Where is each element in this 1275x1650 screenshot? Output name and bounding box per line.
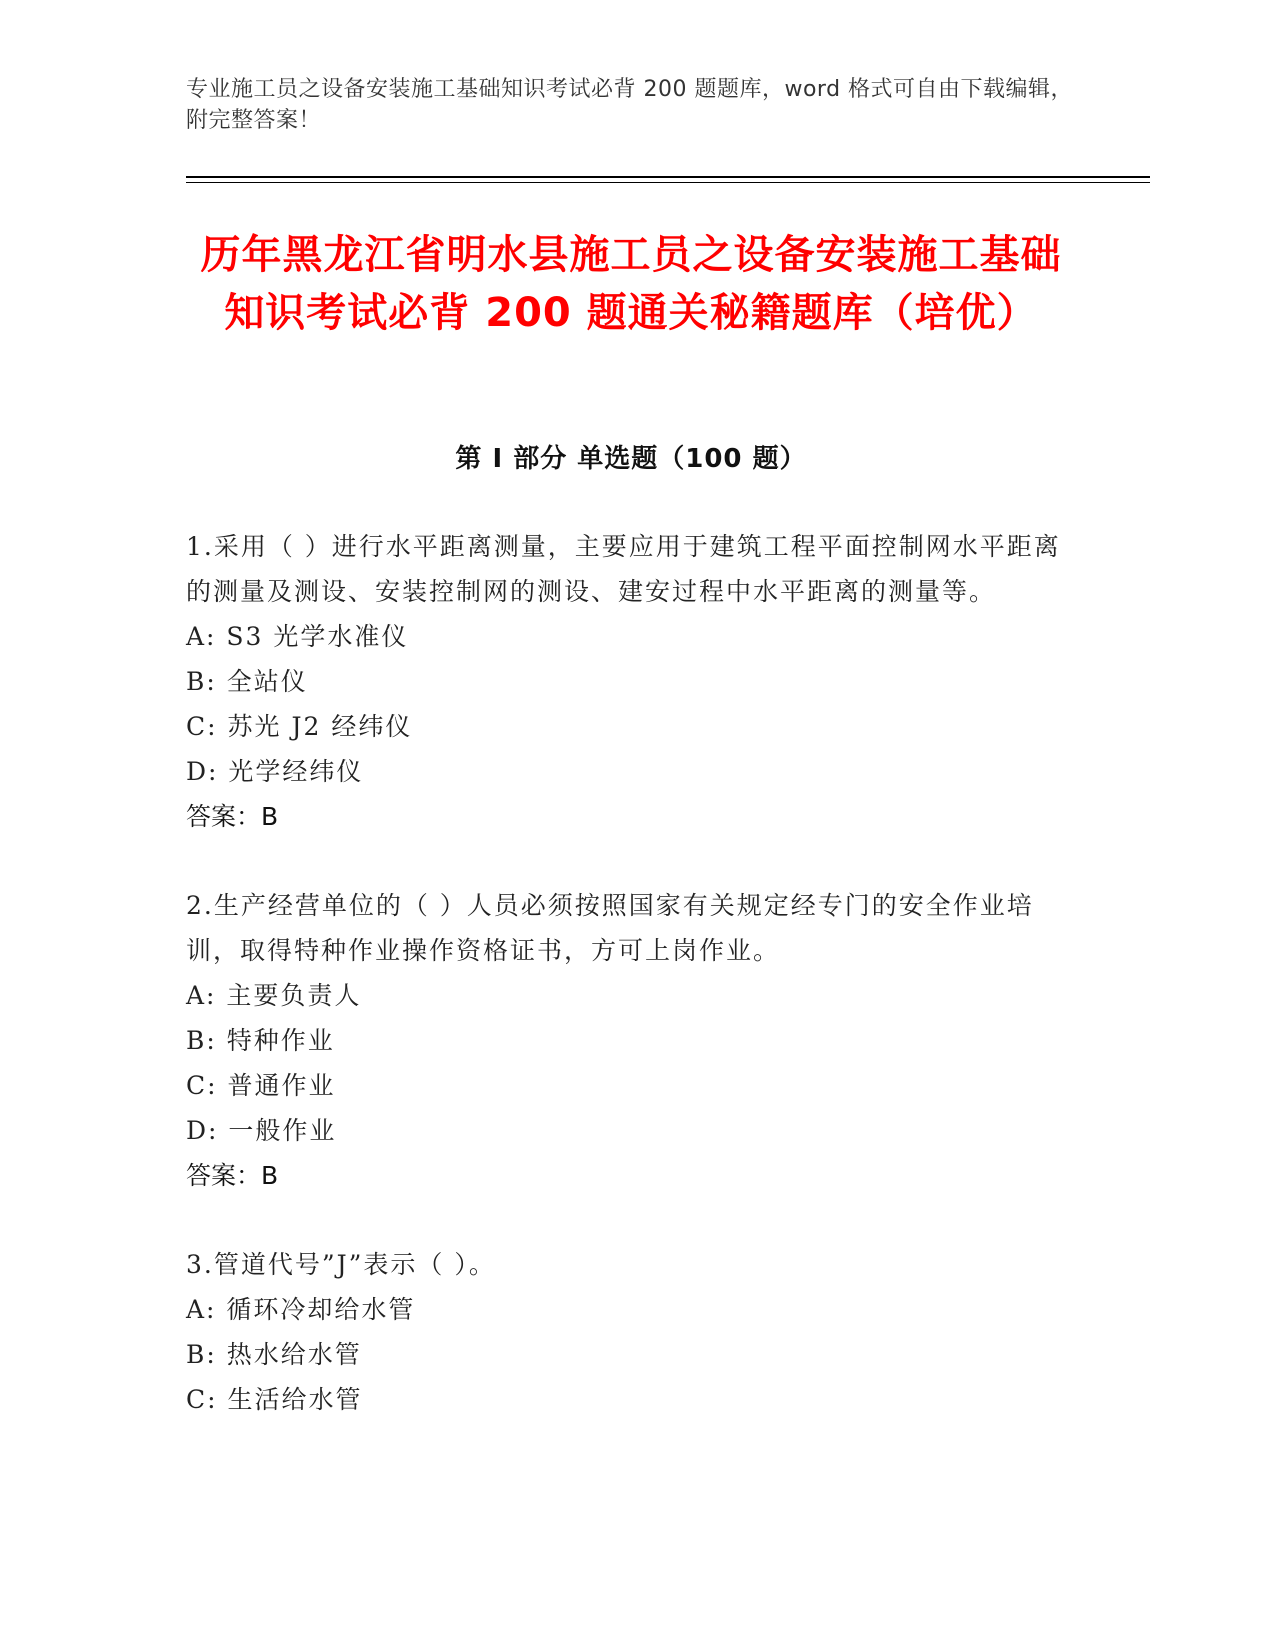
option-d: D: 光学经纬仪 [186, 757, 364, 786]
option-a: A: 循环冷却给水管 [186, 1295, 416, 1324]
option-b: B: 热水给水管 [186, 1340, 362, 1369]
option-a: A: 主要负责人 [186, 981, 362, 1010]
answer: 答案：B [186, 802, 279, 831]
question-3 [186, 1242, 1086, 1422]
question-text: 3.管道代号”J”表示（ ）。 [186, 1250, 496, 1279]
question-2 [186, 883, 1086, 1198]
question-list [186, 524, 1086, 1466]
option-c: C: 普通作业 [186, 1071, 336, 1100]
header-note: 专业施工员之设备安装施工基础知识考试必背 200 题题库，word 格式可自由下载编辑，附完整答案！ [186, 77, 1074, 133]
option-b: B: 特种作业 [186, 1026, 335, 1055]
question-text: 1.采用（ ）进行水平距离测量，主要应用于建筑工程平面控制网水平距离的测量及测设、安装控制网的测设、建安过程中水平距离的测量等。 [186, 532, 1061, 606]
option-b: B: 全站仪 [186, 667, 308, 696]
document-title: 历年黑龙江省明水县施工员之设备安装施工基础知识考试必背 200 题通关秘籍题库（培优） [200, 232, 1062, 336]
option-d: D: 一般作业 [186, 1116, 337, 1145]
header-divider-thick [186, 176, 1150, 178]
answer: 答案：B [186, 1161, 279, 1190]
option-a: A: S3 光学水准仪 [186, 622, 409, 651]
section-title: 第 I 部分 单选题（100 题） [455, 444, 807, 474]
option-c: C: 生活给水管 [186, 1385, 363, 1414]
header-divider-thin [186, 182, 1150, 183]
option-c: C: 苏光 J2 经纬仪 [186, 712, 413, 741]
question-text: 2.生产经营单位的（ ）人员必须按照国家有关规定经专门的安全作业培训，取得特种作业操作资格证书，方可上岗作业。 [186, 891, 1034, 965]
question-1 [186, 524, 1086, 839]
